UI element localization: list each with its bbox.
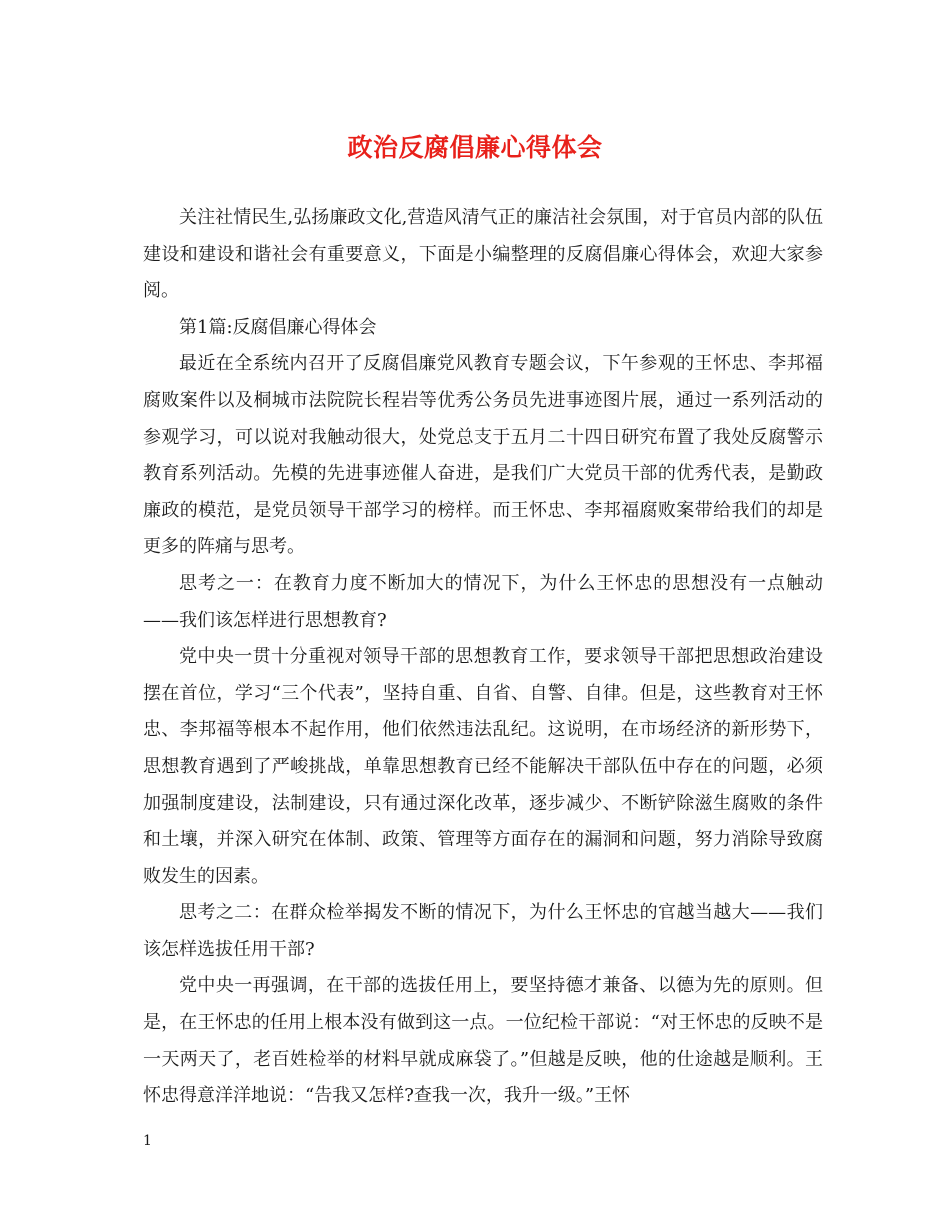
page-number: 1 <box>143 1133 152 1149</box>
reflection-two-heading: 思考之二：在群众检举揭发不断的情况下，为什么王怀忠的官越当越大——我们该怎样选拔任用干部? <box>143 902 823 960</box>
body-paragraph: 党中央一贯十分重视对领导干部的思想教育工作，要求领导干部把思想政治建设摆在首位，学习“三个代表”，坚持自重、自省、自警、自律。但是，这些教育对王怀忠、李邦福等根本不起作用，他们依然违法乱纪。这说明，在市场经济的新形势下，思想教育遇到了严峻挑战，单靠思想教育已经不能解决干部队伍中存在的问题，必须加强制度建设，法制建设，只有通过深化改革，逐步减少、不断铲除滋生腐败的条件和土壤，并深入研究在体制、政策、管理等方面存在的漏洞和问题，努力消除导致腐败发生的因素。 <box>143 646 823 887</box>
document-title: 政治反腐倡廉心得体会 <box>347 133 603 162</box>
body-paragraph: 党中央一再强调，在干部的选拔任用上，要坚持德才兼备、以德为先的原则。但是，在王怀忠的任用上根本没有做到这一点。一位纪检干部说：“对王怀忠的反映不是一天两天了，老百姓检举的材料早就成麻袋了。”但越是反映，他的仕途越是顺利。王怀忠得意洋洋地说：“告我又怎样?查我一次，我升一级。”王怀 <box>143 975 823 1107</box>
reflection-one-heading: 思考之一：在教育力度不断加大的情况下，为什么王怀忠的思想没有一点触动——我们该怎样进行思想教育? <box>143 572 823 631</box>
section-heading: 第1篇:反腐倡廉心得体会 <box>179 316 377 338</box>
document-body <box>143 200 823 1115</box>
body-paragraph: 最近在全系统内召开了反腐倡廉党风教育专题会议，下午参观的王怀忠、李邦福腐败案件以及桐城市法院院长程岩等优秀公务员先进事迹图片展，通过一系列活动的参观学习，可以说对我触动很大，处党总支于五月二十四日研究布置了我处反腐警示教育系列活动。先模的先进事迹催人奋进，是我们广大党员干部的优秀代表，是勤政廉政的模范，是党员领导干部学习的榜样。而王怀忠、李邦福腐败案带给我们的却是更多的阵痛与思考。 <box>143 353 823 558</box>
intro-paragraph: 关注社情民生,弘扬廉政文化,营造风清气正的廉洁社会氛围，对于官员内部的队伍建设和建设和谐社会有重要意义，下面是小编整理的反腐倡廉心得体会，欢迎大家参阅。 <box>143 207 823 302</box>
